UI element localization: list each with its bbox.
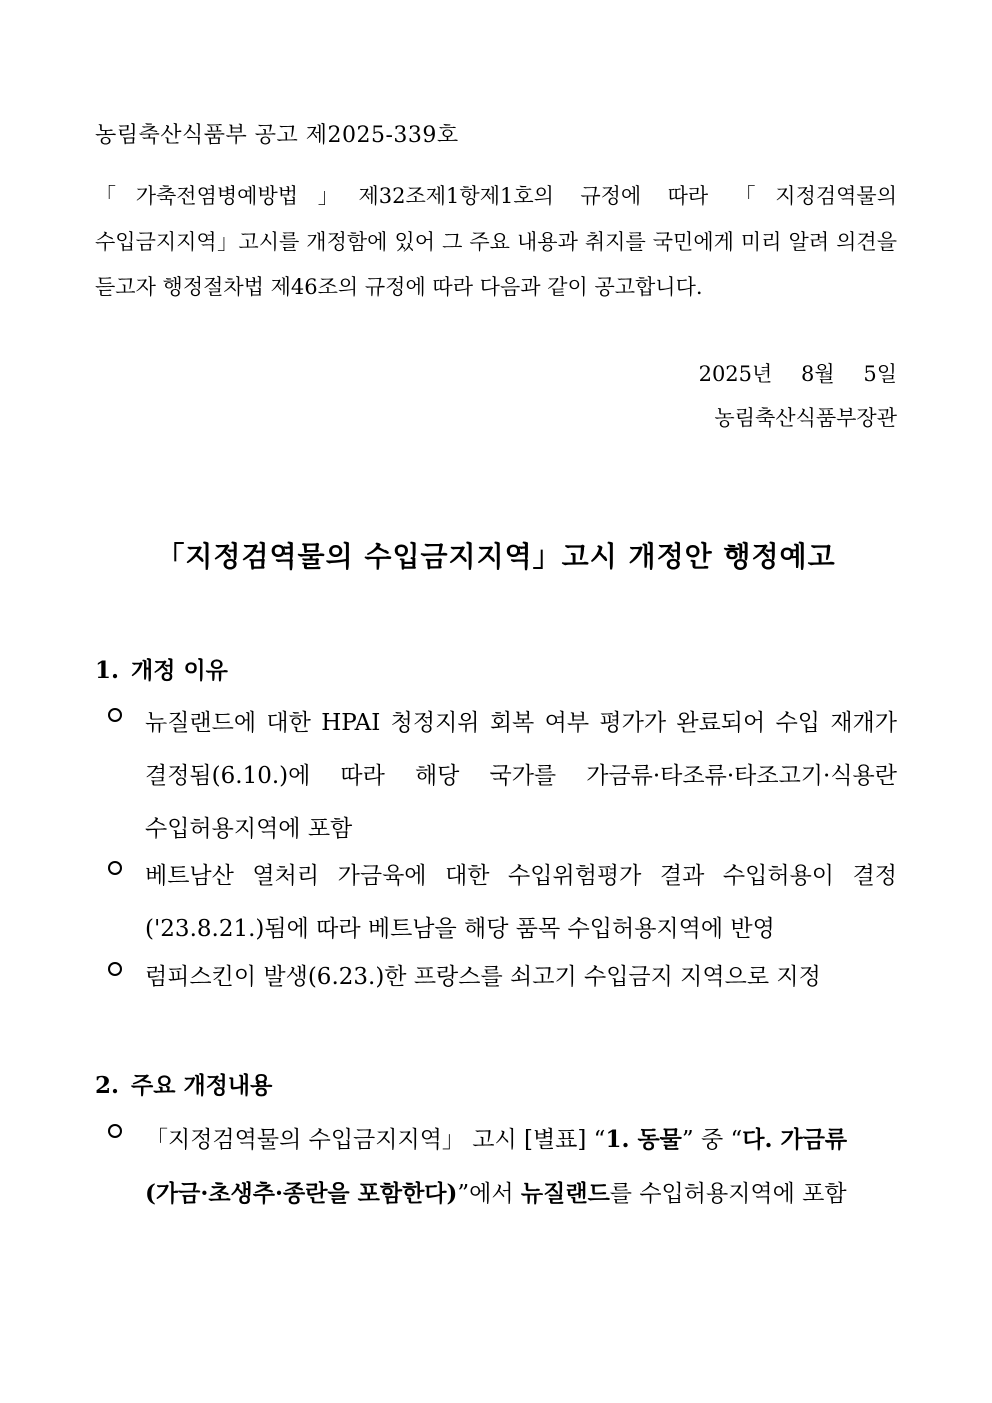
- document-title: 「지정검역물의 수입금지지역」고시 개정안 행정예고: [156, 540, 836, 573]
- list-item: [108, 951, 897, 1004]
- list-item-text: 럼피스킨이 발생(6.23.)한 프랑스를 쇠고기 수입금지 지역으로 지정: [145, 964, 821, 990]
- text-run-bold: 뉴질랜드: [520, 1180, 610, 1207]
- signatory: 농림축산식품부장관: [714, 406, 897, 430]
- list-item-text: 베트남산 열처리 가금육에 대한 수입위험평가 결과 수입허용이 결정('23.8.21.)됨에 따라 베트남을 해당 품목 수입허용지역에 반영: [145, 863, 898, 942]
- list-item: [108, 697, 897, 856]
- circle-bullet-icon: [108, 708, 122, 722]
- circle-bullet-icon: [108, 861, 122, 875]
- notice-number: 농림축산식품부 공고 제2025-339호: [95, 123, 459, 148]
- text-run-bold: 다. 가금류(가금·초생추·종란을 포함한다): [145, 1126, 848, 1207]
- notice-intro: [95, 174, 897, 311]
- text-run: ”에서: [457, 1181, 521, 1207]
- circle-bullet-icon: [108, 1124, 122, 1138]
- notice-date-year: 2025년: [698, 362, 773, 386]
- text-run: ” 중 “: [681, 1127, 743, 1153]
- section-title: 개정 이유: [131, 657, 228, 684]
- list-item: [108, 850, 897, 956]
- section-number: 1.: [95, 657, 120, 684]
- section-heading-reason: [95, 652, 228, 685]
- list-item-text: 뉴질랜드에 대한 HPAI 청정지위 회복 여부 평가가 완료되어 수입 재개가 결정됨(6.10.)에 따라 해당 국가를 가금류·타조류·타조고기·식용란 수입허용지역에 포함: [145, 710, 897, 842]
- notice-intro-text: 「가축전염병예방법」제32조제1항제1호의 규정에 따라 「지정검역물의 수입금지지역」고시를 개정함에 있어 그 주요 내용과 취지를 국민에게 미리 알려 의견을 듣고자 행정절차법 제46조의 규정에 따라 다음과 같이 공고합니다.: [95, 184, 897, 299]
- notice-date-day: 5일: [863, 362, 897, 386]
- text-run: 「지정검역물의 수입금지지역」 고시 [별표] “: [145, 1127, 606, 1153]
- section-number: 2.: [95, 1072, 120, 1099]
- section-heading-main-changes: [95, 1067, 272, 1100]
- list-item-text: [145, 1113, 897, 1221]
- section-title: 주요 개정내용: [131, 1072, 273, 1099]
- list-item: [108, 1113, 897, 1221]
- notice-date-month: 8월: [801, 362, 835, 386]
- circle-bullet-icon: [108, 962, 122, 976]
- text-run: 를 수입허용지역에 포함: [609, 1181, 847, 1207]
- notice-date: [699, 358, 897, 388]
- text-run-bold: 1. 동물: [605, 1126, 682, 1153]
